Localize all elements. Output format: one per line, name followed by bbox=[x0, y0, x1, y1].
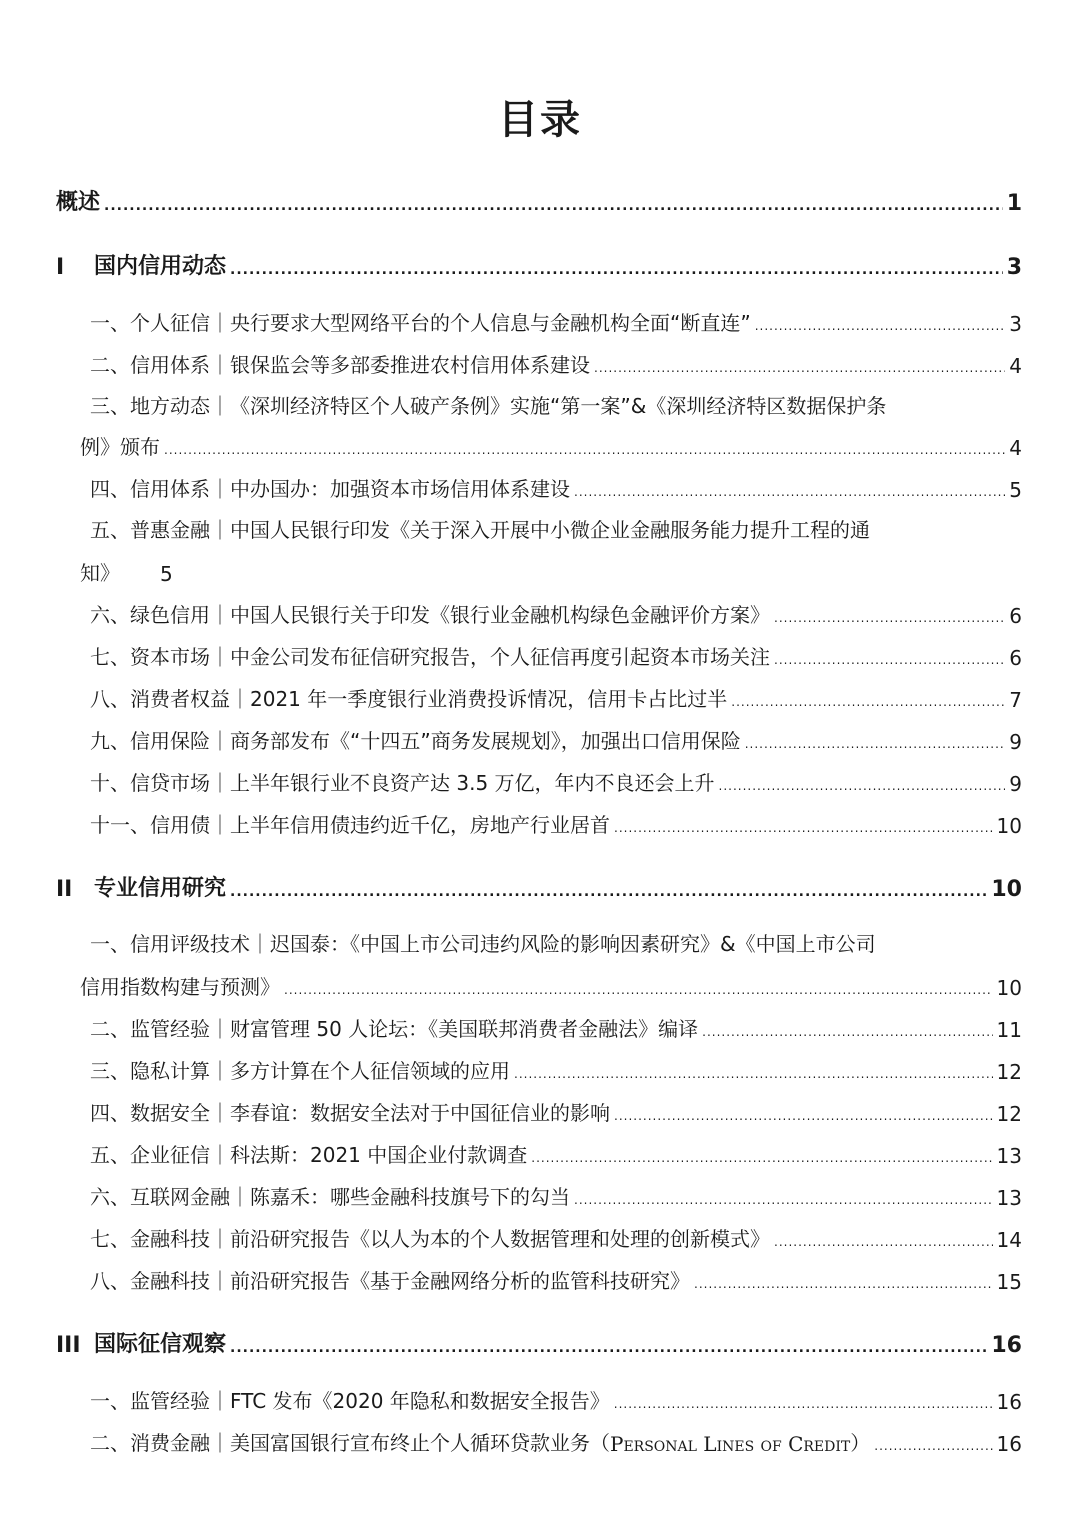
toc-entry-text-tail: ） bbox=[850, 1431, 871, 1455]
toc-entry[interactable] bbox=[90, 682, 1022, 712]
toc-entry[interactable] bbox=[90, 766, 1022, 796]
toc-entry-text[interactable]: 五、普惠金融｜中国人民银行印发《关于深入开展中小微企业金融服务能力提升工程的通 bbox=[90, 518, 870, 542]
toc-entry[interactable] bbox=[90, 808, 1022, 838]
toc-entry-text: 十一、信用债｜上半年信用债违约近千亿，房地产行业居首 bbox=[90, 813, 610, 837]
dot-leader bbox=[230, 1339, 987, 1353]
toc-entry-text: 四、信用体系｜中办国办：加强资本市场信用体系建设 bbox=[90, 477, 570, 501]
toc-entry[interactable] bbox=[90, 598, 1022, 628]
dot-leader bbox=[104, 197, 1003, 211]
section-title: 国内信用动态 bbox=[94, 254, 227, 279]
toc-entry-text: 九、信用保险｜商务部发布《“十四五”商务发展规划》，加强出口信用保险 bbox=[90, 729, 741, 753]
dot-leader bbox=[614, 1395, 993, 1409]
dot-leader bbox=[745, 735, 1006, 749]
dot-leader bbox=[284, 981, 993, 995]
toc-entry-text-cont: 知》 bbox=[80, 561, 120, 585]
toc-page-number: 9 bbox=[1009, 772, 1022, 796]
toc-page-number: 7 bbox=[1009, 688, 1022, 712]
dot-leader bbox=[755, 317, 1006, 331]
section-title: 国际征信观察 bbox=[94, 1332, 227, 1357]
dot-leader bbox=[702, 1023, 992, 1037]
dot-leader bbox=[731, 693, 1005, 707]
toc-entry[interactable] bbox=[90, 1264, 1022, 1294]
toc-entry-text[interactable]: 一、信用评级技术｜迟国泰：《中国上市公司违约风险的影响因素研究》&《中国上市公司 bbox=[90, 932, 876, 956]
toc-page-number: 3 bbox=[1009, 312, 1022, 336]
toc-page-number: 6 bbox=[1009, 604, 1022, 628]
toc-entry-text: 二、监管经验｜财富管理 50 人论坛：《美国联邦消费者金融法》编译 bbox=[90, 1017, 699, 1041]
toc-page-number: 10 bbox=[996, 814, 1022, 838]
dot-leader bbox=[774, 609, 1005, 623]
toc-entry[interactable] bbox=[90, 1096, 1022, 1126]
toc-entry-text-cont: 例》颁布 bbox=[80, 435, 160, 459]
toc-entry-text: 二、信用体系｜银保监会等多部委推进农村信用体系建设 bbox=[90, 353, 590, 377]
toc-page-number: 5 bbox=[1009, 478, 1022, 502]
dot-leader bbox=[874, 1437, 992, 1451]
toc-entry[interactable] bbox=[90, 724, 1022, 754]
dot-leader bbox=[574, 1191, 993, 1205]
toc-page-number: 16 bbox=[996, 1432, 1022, 1456]
toc-page-number: 16 bbox=[996, 1390, 1022, 1414]
toc-section-2[interactable] bbox=[56, 870, 1022, 902]
dot-leader bbox=[774, 1233, 993, 1247]
dot-leader bbox=[774, 651, 1005, 665]
toc-entry[interactable] bbox=[90, 640, 1022, 670]
toc-entry[interactable] bbox=[90, 1384, 1022, 1414]
toc-entry[interactable] bbox=[80, 970, 1022, 1000]
toc-page-number: 4 bbox=[1009, 354, 1022, 378]
toc-entry[interactable] bbox=[80, 556, 173, 586]
dot-leader bbox=[614, 819, 993, 833]
section-number: III bbox=[56, 1333, 81, 1358]
toc-entry-text: 八、金融科技｜前沿研究报告《基于金融网络分析的监管科技研究》 bbox=[90, 1269, 690, 1293]
toc-entry[interactable] bbox=[90, 1012, 1022, 1042]
toc-page-number: 9 bbox=[1009, 730, 1022, 754]
toc-section-3[interactable] bbox=[56, 1326, 1022, 1358]
dot-leader bbox=[531, 1149, 992, 1163]
toc-entry-text: 一、个人征信｜央行要求大型网络平台的个人信息与金融机构全面“断直连” bbox=[90, 311, 751, 335]
toc-page-number: 16 bbox=[991, 1333, 1022, 1358]
toc-entry-text: 六、绿色信用｜中国人民银行关于印发《银行业金融机构绿色金融评价方案》 bbox=[90, 603, 770, 627]
toc-page-number: 1 bbox=[1006, 191, 1022, 216]
toc-entry[interactable] bbox=[90, 1054, 1022, 1084]
toc-entry[interactable] bbox=[90, 1222, 1022, 1252]
toc-entry-text: 五、企业征信｜科法斯：2021 中国企业付款调查 bbox=[90, 1143, 528, 1167]
dot-leader bbox=[614, 1107, 993, 1121]
toc-page-number: 13 bbox=[996, 1144, 1022, 1168]
toc-entry[interactable] bbox=[90, 1180, 1022, 1210]
toc-page-number: 11 bbox=[996, 1018, 1022, 1042]
toc-entry-text-smallcaps: Personal Lines of Credit bbox=[610, 1432, 851, 1456]
toc-entry[interactable] bbox=[90, 1138, 1022, 1168]
toc-page-number: 14 bbox=[996, 1228, 1022, 1252]
toc-entry-text: 四、数据安全｜李春谊：数据安全法对于中国征信业的影响 bbox=[90, 1101, 610, 1125]
toc-page-number: 12 bbox=[996, 1102, 1022, 1126]
dot-leader bbox=[230, 261, 1003, 275]
toc-entry[interactable] bbox=[80, 430, 1022, 460]
dot-leader bbox=[574, 483, 1005, 497]
toc-entry-text[interactable]: 三、地方动态｜《深圳经济特区个人破产条例》实施“第一案”&《深圳经济特区数据保护条 bbox=[90, 394, 887, 418]
toc-entry-text: 六、互联网金融｜陈嘉禾：哪些金融科技旗号下的勾当 bbox=[90, 1185, 570, 1209]
dot-leader bbox=[230, 883, 987, 897]
toc-entry[interactable] bbox=[90, 472, 1022, 502]
toc-entry-text: 三、隐私计算｜多方计算在个人征信领域的应用 bbox=[90, 1059, 510, 1083]
section-number: I bbox=[56, 255, 65, 280]
toc-page-number: 10 bbox=[996, 976, 1022, 1000]
toc-entry-text: 一、监管经验｜FTC 发布《2020 年隐私和数据安全报告》 bbox=[90, 1389, 610, 1413]
section-number: II bbox=[56, 877, 73, 902]
dot-leader bbox=[694, 1275, 993, 1289]
toc-entry-text-cont: 信用指数构建与预测》 bbox=[80, 975, 280, 999]
toc-page-number: 4 bbox=[1009, 436, 1022, 460]
dot-leader bbox=[719, 777, 1006, 791]
toc-entry[interactable] bbox=[90, 1426, 1022, 1456]
toc-page-number: 13 bbox=[996, 1186, 1022, 1210]
toc-page-number: 12 bbox=[996, 1060, 1022, 1084]
section-title: 专业信用研究 bbox=[94, 876, 227, 901]
toc-entry[interactable] bbox=[90, 306, 1022, 336]
dot-leader bbox=[594, 359, 1005, 373]
toc-page-number: 3 bbox=[1006, 255, 1022, 280]
toc-entry-text: 十、信贷市场｜上半年银行业不良资产达 3.5 万亿，年内不良还会上升 bbox=[90, 771, 715, 795]
toc-page-number: 15 bbox=[996, 1270, 1022, 1294]
toc-page-number: 6 bbox=[1009, 646, 1022, 670]
dot-leader bbox=[164, 441, 1005, 455]
toc-page-number: 5 bbox=[160, 562, 173, 586]
toc-entry-text: 二、消费金融｜美国富国银行宣布终止个人循环贷款业务（ bbox=[90, 1431, 610, 1455]
toc-page-number: 10 bbox=[991, 877, 1022, 902]
toc-entry-overview[interactable] bbox=[56, 184, 1022, 216]
dot-leader bbox=[514, 1065, 993, 1079]
toc-entry-text: 八、消费者权益｜2021 年一季度银行业消费投诉情况，信用卡占比过半 bbox=[90, 687, 728, 711]
toc-entry-text: 七、金融科技｜前沿研究报告《以人为本的个人数据管理和处理的创新模式》 bbox=[90, 1227, 770, 1251]
toc-section-1[interactable] bbox=[56, 248, 1022, 280]
toc-entry-label: 概述 bbox=[56, 190, 101, 215]
toc-title: 目录 bbox=[498, 96, 582, 143]
toc-entry-text: 七、资本市场｜中金公司发布征信研究报告，个人征信再度引起资本市场关注 bbox=[90, 645, 770, 669]
toc-entry[interactable] bbox=[90, 348, 1022, 378]
